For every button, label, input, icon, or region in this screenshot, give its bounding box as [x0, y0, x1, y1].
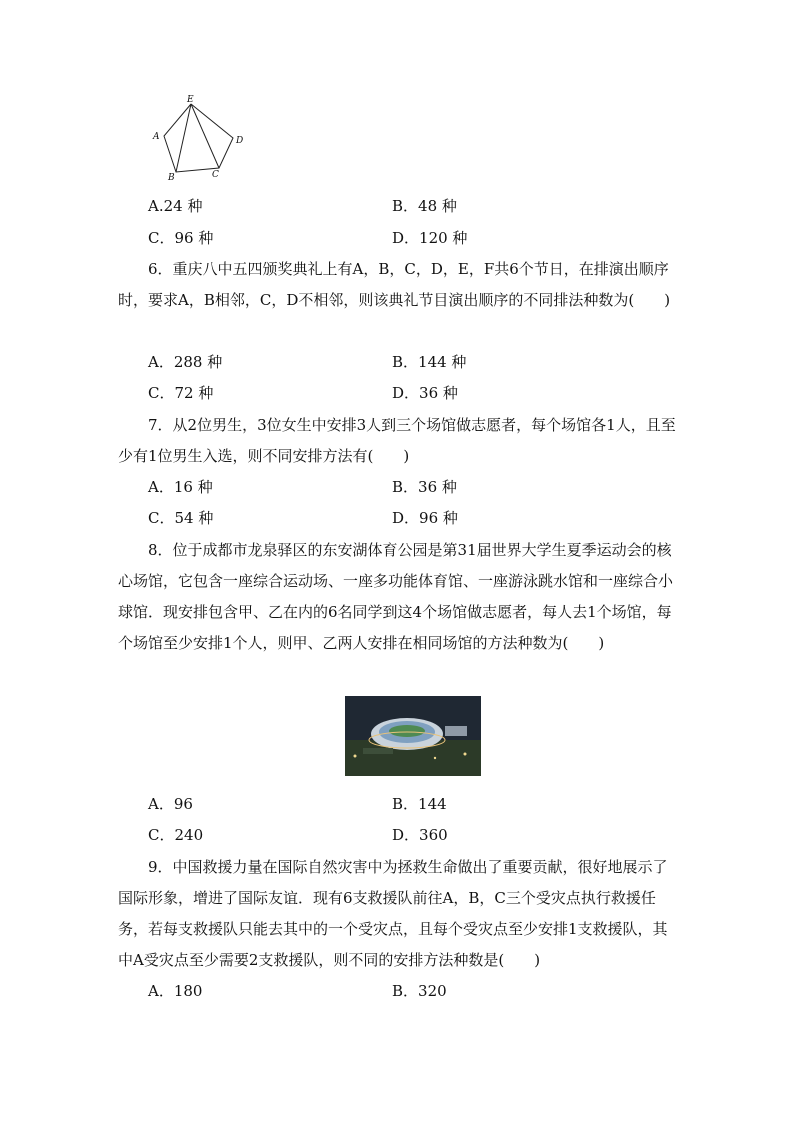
q6-text: 6．重庆八中五四颁奖典礼上有A，B，C，D，E，F共6个节日，在排演出顺序时，要求A，B相邻，C，D不相邻，则该典礼节目演出顺序的不同排法种数为( ) — [118, 260, 671, 309]
q7-stem — [118, 410, 678, 472]
q8-text: 8．位于成都市龙泉驿区的东安湖体育公园是第31届世界大学生夏季运动会的核心场馆，它包含一座综合运动场、一座多功能体育馆、一座游泳跳水馆和一座综合小球馆．现安排包含甲、乙在内的6名同学到这4个场馆做志愿者，每人去1个场馆，每个场馆至少安排1个人，则甲、乙两人安排在相同场馆的方法种数为( ) — [118, 541, 674, 652]
q9-stem — [118, 852, 678, 976]
q9-text: 9．中国救援力量在国际自然灾害中为拯救生命做出了重要贡献，很好地展示了国际形象，增进了国际友谊．现有6支救援队前往A，B，C三个受灾点执行救援任务，若每支救援队只能去其中的一个受灾点，且每个受灾点至少安排1支救援队，其中A受灾点至少需要2支救援队，则不同的安排方法种数是( ) — [118, 858, 668, 969]
q8-option-a: A．96 — [148, 795, 193, 813]
pentagon-figure — [145, 92, 255, 188]
q5-option-a: A.24 种 — [148, 197, 203, 215]
q5-option-c: C．96 种 — [148, 229, 214, 247]
vertex-label-e: E — [187, 95, 194, 105]
vertex-label-b: B — [168, 173, 175, 183]
q6-option-b: B．144 种 — [392, 353, 467, 371]
diagonal-EC — [191, 104, 219, 168]
vertex-label-d: D — [236, 136, 244, 146]
q6-option-c: C．72 种 — [148, 384, 214, 402]
pentagon-diagram — [145, 92, 255, 184]
q7-option-c: C．54 种 — [148, 509, 214, 527]
q9-option-b: B．320 — [392, 982, 447, 1000]
q6-stem — [118, 254, 678, 316]
stadium-photo — [345, 696, 481, 776]
q7-option-d: D．96 种 — [392, 509, 458, 527]
stadium-illustration — [345, 696, 481, 776]
q6-option-d: D．36 种 — [392, 384, 458, 402]
q8-option-b: B．144 — [392, 795, 447, 813]
pentagon-outline — [164, 104, 233, 172]
q5-option-b: B．48 种 — [392, 197, 457, 215]
q8-stem — [118, 535, 678, 659]
q7-option-b: B．36 种 — [392, 478, 457, 496]
q8-option-d: D．360 — [392, 826, 448, 844]
vertex-label-a: A — [153, 132, 160, 142]
q7-text: 7．从2位男生，3位女生中安排3人到三个场馆做志愿者，每个场馆各1人，且至少有1位男生入选，则不同安排方法有( ) — [118, 416, 676, 465]
vertex-label-c: C — [212, 170, 219, 180]
q7-option-a: A．16 种 — [148, 478, 213, 496]
q5-option-d: D．120 种 — [392, 229, 468, 247]
q8-option-c: C．240 — [148, 826, 204, 844]
q9-option-a: A．180 — [148, 982, 203, 1000]
diagonal-EB — [176, 104, 191, 172]
q6-option-a: A．288 种 — [148, 353, 223, 371]
